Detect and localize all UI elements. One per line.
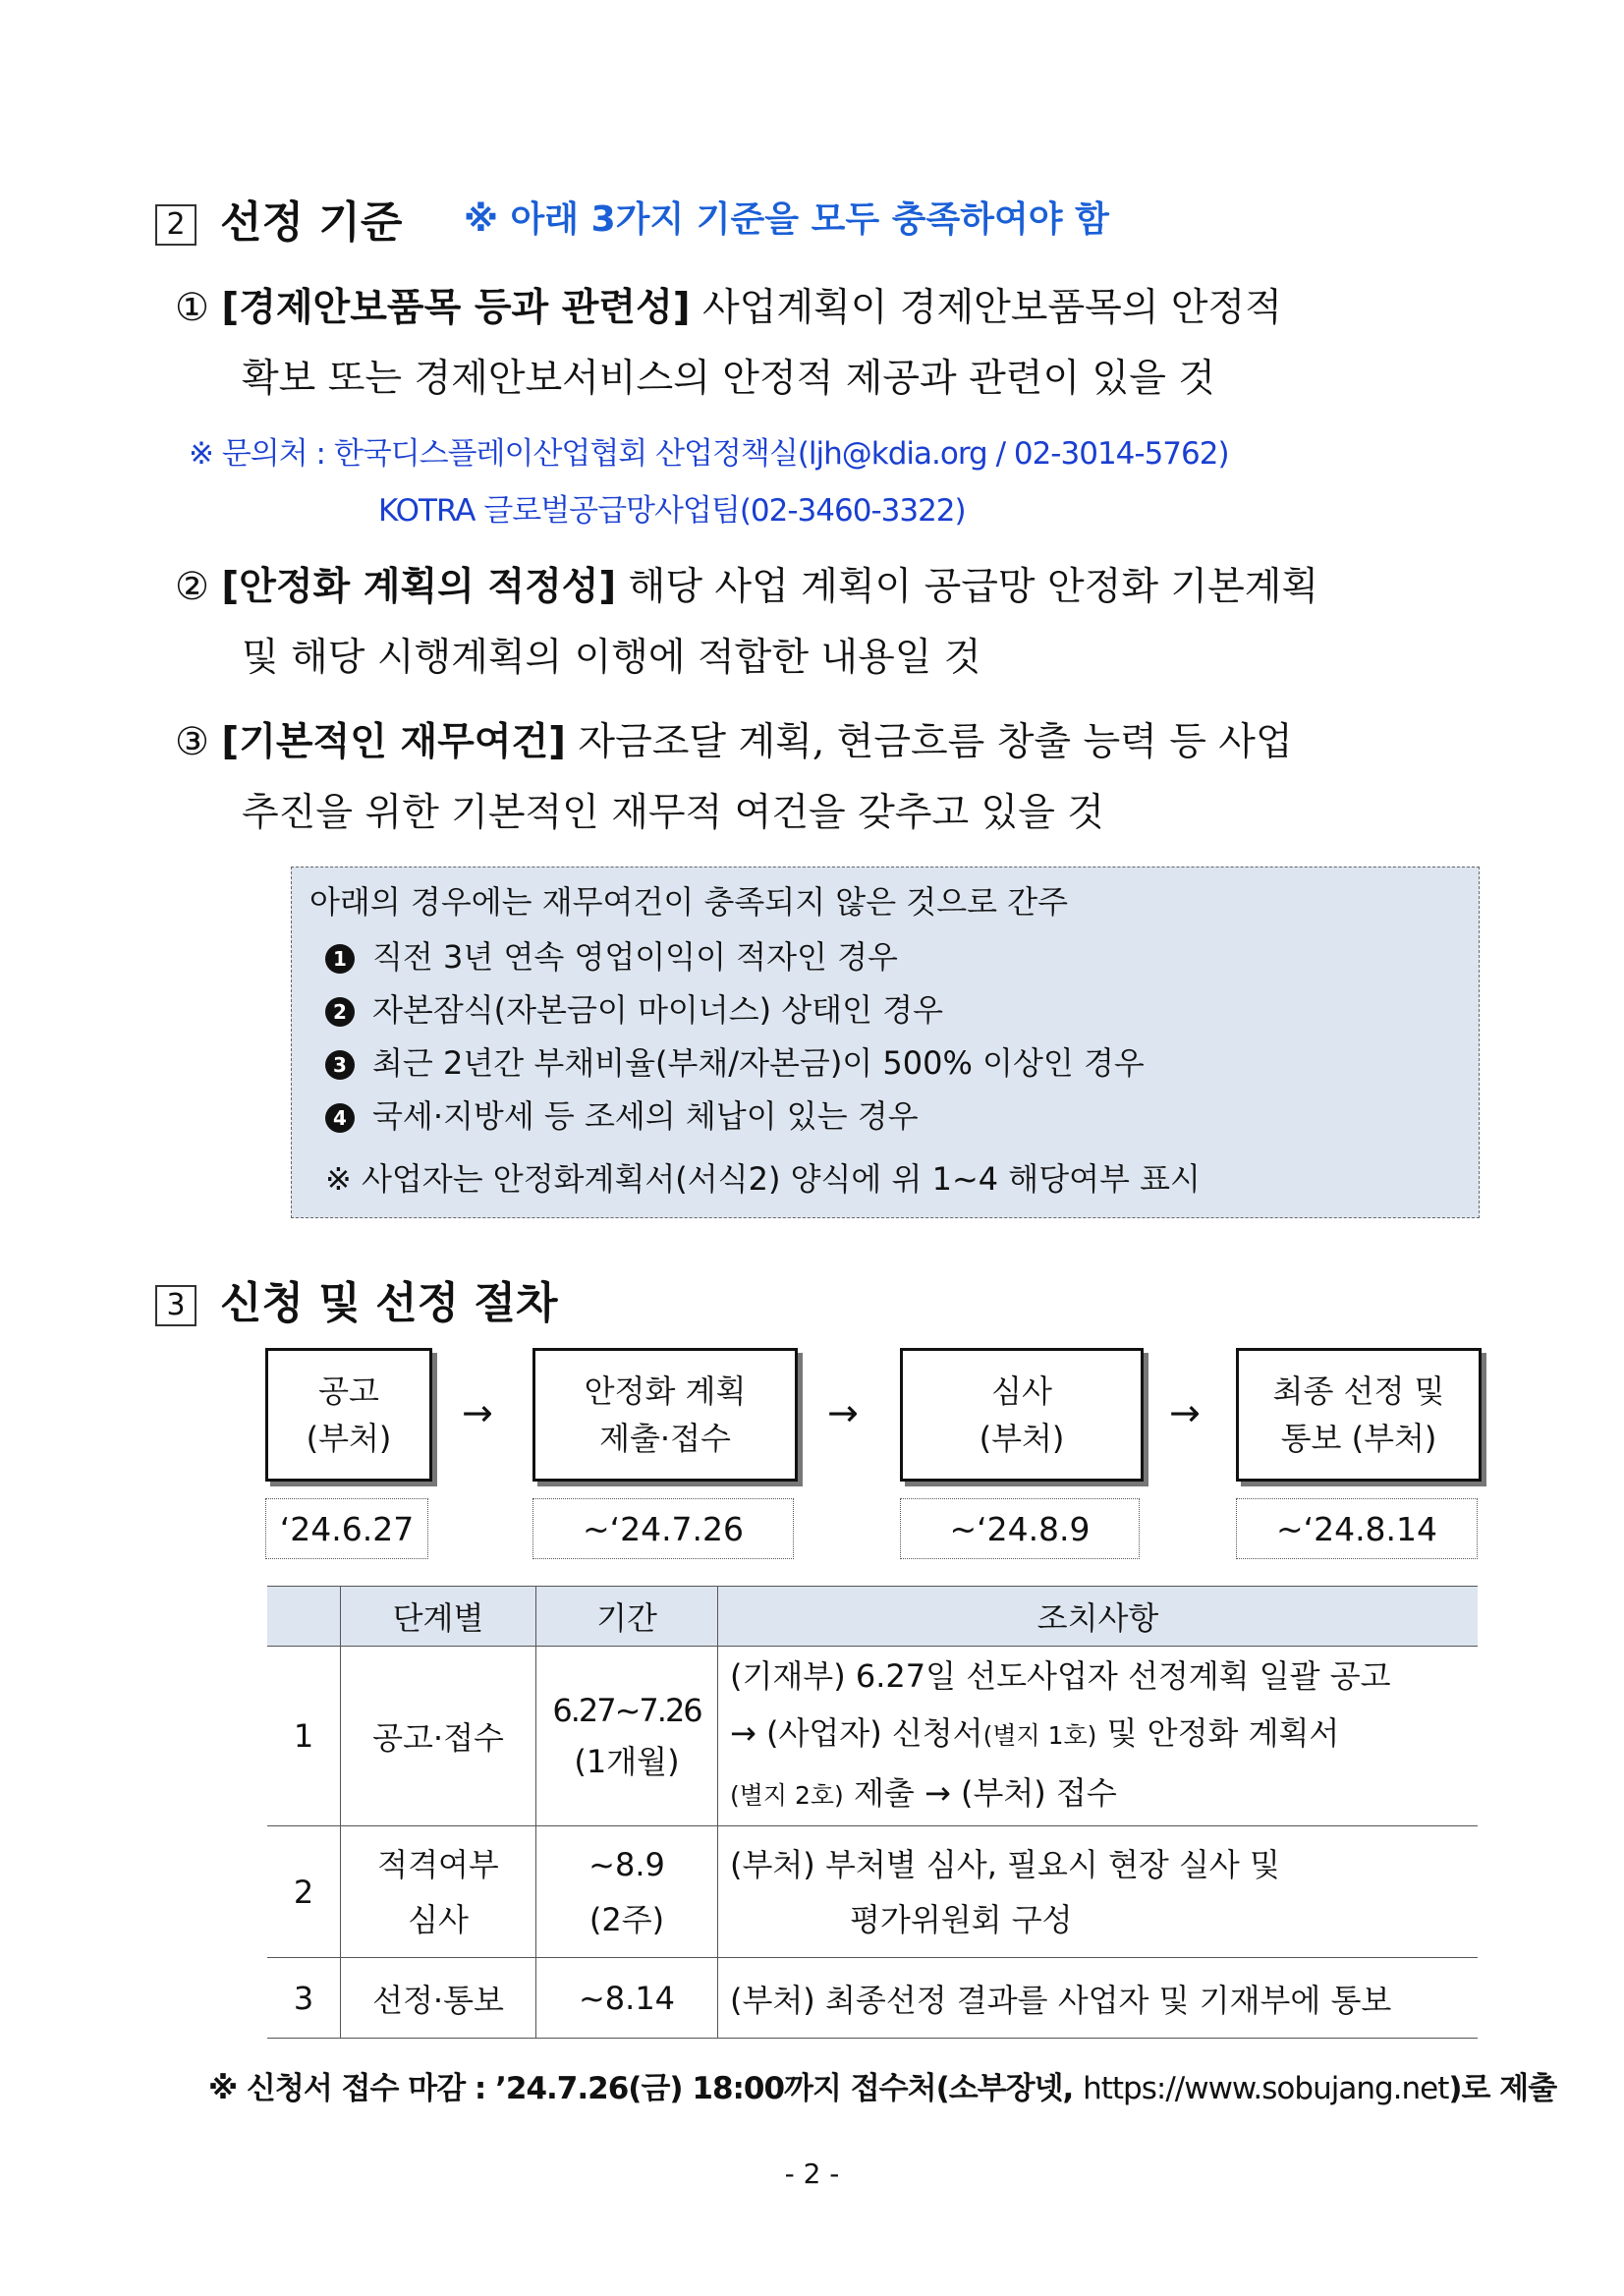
flow-step-final-selection [1236,1348,1482,1482]
row-1-action-3 [730,1764,1477,1824]
flow-arrow-1: → [462,1391,493,1434]
financial-item-4-text: 국세·지방세 등 조세의 체납이 있는 경우 [372,1097,919,1135]
financial-item-3-text: 최근 2년간 부채비율(부채/자본금)이 500% 이상인 경우 [372,1044,1145,1082]
table-row [267,1826,1478,1958]
flow-step-2-line1: 안정화 계획 [584,1372,747,1410]
section-3-number: 3 [155,1285,196,1326]
criterion-3-line2: 추진을 위한 기본적인 재무적 여건을 갖추고 있을 것 [242,791,1104,835]
criterion-2 [175,552,1318,694]
row-1-action-2 [730,1705,1477,1764]
header-actions: 조치사항 [718,1587,1479,1647]
financial-item-2-text: 자본잠식(자본금이 마이너스) 상태인 경우 [372,991,943,1029]
row-3-period: ~8.14 [536,1958,718,2039]
row-1-action-2a: → (사업자) 신청서 [730,1714,983,1752]
row-3-actions: (부처) 최종선정 결과를 사업자 및 기재부에 통보 [718,1958,1479,2039]
row-2-actions [718,1826,1479,1958]
row-1-action-1: (기재부) 6.27일 선도사업자 선정계획 일괄 공고 [730,1657,1391,1695]
row-1-period-duration: (1개월) [574,1743,680,1780]
row-2-action-1: (부처) 부처별 심사, 필요시 현장 실사 및 [730,1845,1280,1883]
row-1-action-2c: 및 안정화 계획서 [1096,1714,1340,1752]
row-1-stage: 공고·접수 [341,1647,536,1826]
header-no [267,1587,341,1647]
section-3-heading [155,1267,557,1330]
criterion-2-line2: 및 해당 시행계획의 이행에 적합한 내용일 것 [242,636,981,680]
financial-item-4 [325,1092,919,1137]
financial-box-footnote: ※ 사업자는 안정화계획서(서식2) 양식에 위 1~4 해당여부 표시 [325,1160,1201,1198]
procedure-table [267,1586,1478,2039]
flow-step-1-line1: 공고 [318,1372,379,1410]
row-1-no: 1 [267,1647,341,1826]
table-row [267,1958,1478,2039]
number-4-icon: 4 [325,1103,355,1133]
flow-arrow-3: → [1169,1391,1201,1434]
flow-step-3-line2: (부처) [979,1420,1065,1457]
criterion-3-marker: ③ [175,720,209,764]
flow-date-3: ~‘24.8.9 [900,1498,1140,1559]
deadline-suffix: )로 제출 [1448,2071,1557,2106]
flow-step-1-line2: (부처) [306,1420,392,1457]
contact-line-2: KOTRA 글로벌공급망사업팀(02-3460-3322) [378,493,966,529]
flow-step-submission [532,1348,798,1482]
row-1-action-3b: 제출 → (부처) 접수 [843,1774,1117,1812]
financial-item-3 [325,1038,1145,1084]
row-2-stage-line2: 심사 [408,1900,469,1938]
flow-step-announcement [265,1348,432,1482]
flow-step-2-line2: 제출·접수 [599,1420,731,1457]
criterion-3 [175,707,1293,849]
criterion-1-line2: 확보 또는 경제안보서비스의 안정적 제공과 관련이 있을 것 [242,357,1215,401]
flow-step-4-line1: 최종 선정 및 [1272,1372,1445,1410]
section-2-heading [155,187,402,250]
number-2-icon: 2 [325,997,355,1027]
page-number: - 2 - [784,2157,840,2190]
row-1-period-range: 6.27~7.26 [552,1692,701,1729]
row-2-period-range: ~8.9 [588,1845,665,1883]
criterion-2-label: [안정화 계획의 적정성] [221,565,617,609]
row-2-no: 2 [267,1826,341,1958]
header-stage: 단계별 [341,1587,536,1647]
row-1-action-2b: (별지 1호) [982,1721,1097,1750]
flow-date-1: ‘24.6.27 [265,1498,428,1559]
row-2-stage [341,1826,536,1958]
financial-item-1 [325,932,898,978]
row-1-actions [718,1647,1479,1826]
flow-date-2: ~‘24.7.26 [532,1498,794,1559]
section-2-note: ※ 아래 3가지 기준을 모두 충족하여야 함 [464,199,1109,240]
criterion-3-line1: 자금조달 계획, 현금흐름 창출 능력 등 사업 [578,720,1293,764]
section-3-title: 신청 및 선정 절차 [220,1278,558,1328]
financial-conditions-box [291,867,1480,1218]
financial-item-2 [325,985,943,1031]
criterion-1 [175,273,1282,415]
section-2-title: 선정 기준 [220,197,403,248]
deadline-url-link[interactable]: https://www.sobujang.net [1083,2071,1449,2106]
financial-box-intro: 아래의 경우에는 재무여건이 충족되지 않은 것으로 간주 [309,883,1069,921]
criterion-1-marker: ① [175,286,209,330]
criterion-1-line1: 사업계획이 경제안보품목의 안정적 [702,286,1282,330]
deadline-prefix: ※ 신청서 접수 마감 : ’24.7.26(금) 18:00까지 접수처(소부장넷, [208,2071,1084,2106]
flow-step-4-line2: 통보 (부처) [1280,1420,1437,1457]
row-3-no: 3 [267,1958,341,2039]
number-3-icon: 3 [325,1050,355,1080]
criterion-2-marker: ② [175,565,209,609]
financial-item-1-text: 직전 3년 연속 영업이익이 적자인 경우 [372,938,898,976]
submission-deadline-note [208,2063,1556,2107]
criterion-2-line1: 해당 사업 계획이 공급망 안정화 기본계획 [628,565,1319,609]
row-3-stage: 선정·통보 [341,1958,536,2039]
row-2-action-2: 평가위원회 구성 [850,1900,1073,1938]
criterion-1-label: [경제안보품목 등과 관련성] [221,286,691,330]
flow-step-3-line1: 심사 [991,1372,1052,1410]
contact-line-1: ※ 문의처 : 한국디스플레이산업협회 산업정책실(ljh@kdia.org / 02-3014-5762) [189,436,1229,472]
row-2-period [536,1826,718,1958]
row-1-period [536,1647,718,1826]
row-2-period-duration: (2주) [588,1900,665,1938]
criterion-3-label: [기본적인 재무여건] [221,720,566,764]
row-2-stage-line1: 적격여부 [377,1845,499,1883]
flow-step-review [900,1348,1144,1482]
row-1-action-3a: (별지 2호) [730,1781,844,1810]
flow-date-4: ~‘24.8.14 [1236,1498,1478,1559]
flow-arrow-2: → [827,1391,859,1434]
header-period: 기간 [536,1587,718,1647]
table-row [267,1647,1478,1826]
number-1-icon: 1 [325,944,355,974]
section-2-number: 2 [155,204,196,246]
table-header-row [267,1587,1478,1647]
